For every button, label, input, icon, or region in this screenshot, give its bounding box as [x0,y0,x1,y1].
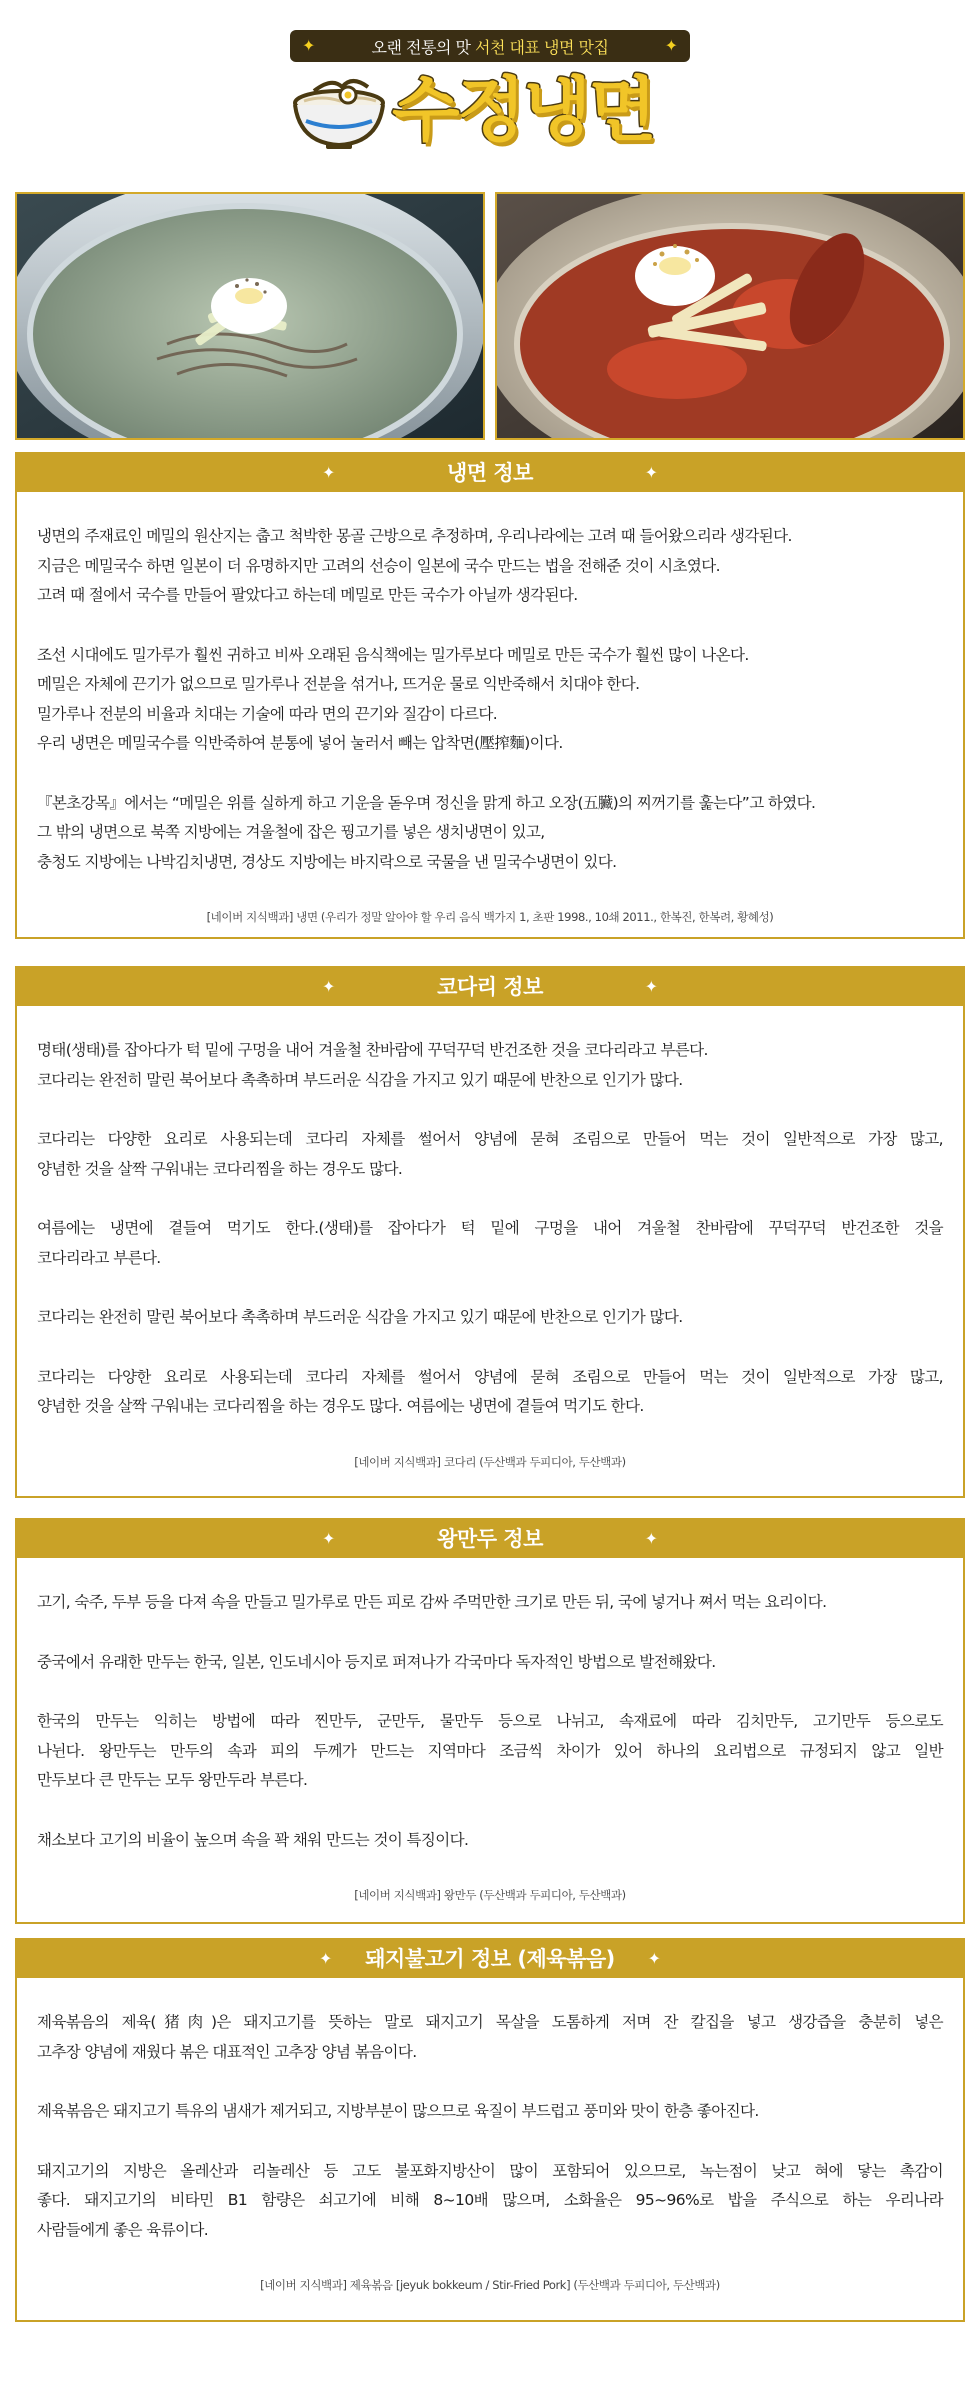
paragraph [37,2097,943,2127]
section-title: 돼지불고기 정보 (제육볶음) [365,1947,615,1971]
logo [292,60,692,160]
section-kodari [15,966,965,1498]
text-line: 메밀은 자체에 끈기가 없으므로 밀가루나 전분을 섞거나, 뜨거운 물로 익반죽해서 치대야 한다. [37,675,640,693]
section-title: 코다리 정보 [437,975,543,999]
text-line: 고추장 양념에 재웠다 볶은 대표적인 고추장 양념 볶음이다. [37,2042,417,2061]
photo-row [15,192,965,440]
text-line: 냉면의 주재료인 메밀의 원산지는 춥고 척박한 몽골 근방으로 추정하며, 우리나라에는 고려 때 들어왔으리라 생각된다. [37,527,792,545]
source-citation: [네이버 지식백과] 냉면 (우리가 정말 알아야 할 우리 음식 백가지 1, 초판 1998., 10쇄 2011., 한복진, 한복려, 황혜성) [206,910,774,924]
text-line: 고려 때 절에서 국수를 만들어 팔았다고 하는데 메밀로 만든 국수가 아닐까 생각된다. [37,586,578,604]
text-line: 충청도 지방에는 나박김치냉면, 경상도 지방에는 바지락으로 국물을 낸 밀국수냉면이 있다. [37,852,617,871]
text-line: 코다리는 다양한 요리로 사용되는데 코다리 자체를 썰어서 양념에 묻혀 조림으로 만들어 먹는 것이 일반적으로 가장 많고, [37,1130,943,1148]
section-header [17,452,963,492]
photo-bibim-naengmyeon [495,192,965,440]
source-citation: [네이버 지식백과] 제육볶음 [jeyuk bokkeum / Stir-Fried Pork] (두산백과 두피디아, 두산백과) [260,2278,720,2292]
section-header [17,1518,963,1558]
text-line: 제육볶음의 제육(猪肉)은 돼지고기를 뜻하는 말로 돼지고기 목살을 도톰하게 저며 잔 칼집을 넣고 생강즙을 충분히 넣은 [37,2013,943,2031]
photo-mul-naengmyeon [15,192,485,440]
text-line: 만두보다 큰 만두는 모두 왕만두라 부른다. [37,1771,308,1789]
sparkle-icon: ✦ [644,463,658,482]
sparkle-icon: ✦ [302,36,316,55]
paragraph [37,789,943,878]
header-subtitle: 오랜 전통의 맛 서천 대표 냉면 맛집 [371,37,609,57]
paragraph [37,1036,943,1095]
text-line: 명태(생태)를 잡아다가 턱 밑에 구멍을 내어 겨울철 찬바람에 꾸덕꾸덕 반건조한 것을 코다리라고 부른다. [37,1041,708,1059]
source-citation: [네이버 지식백과] 코다리 (두산백과 두피디아, 두산백과) [354,1454,626,1469]
paragraph [37,1588,943,1618]
paragraph [37,641,943,759]
text-line: 사람들에게 좋은 육류이다. [37,2220,209,2239]
paragraph [37,1214,943,1273]
paragraph [37,1125,943,1184]
paragraph [37,1707,943,1796]
section-wangmandu [15,1518,965,1924]
text-line: 코다리라고 부른다. [37,1248,161,1267]
text-line: 우리 냉면은 메밀국수를 익반죽하여 분통에 넣어 눌러서 빼는 압착면(壓搾麵)이다. [37,734,563,752]
text-line: 고기, 숙주, 두부 등을 다져 속을 만들고 밀가루로 만든 피로 감싸 주먹만한 크기로 만든 뒤, 국에 넣거나 쪄서 먹는 요리이다. [37,1593,827,1611]
text-line: 돼지고기의 지방은 올레산과 리놀레산 등 고도 불포화지방산이 많이 포함되어 있으므로, 녹는점이 낮고 혀에 닿는 촉감이 [37,2161,943,2180]
section-header [17,1938,963,1978]
text-line: 그 밖의 냉면으로 북쪽 지방에는 겨울철에 잡은 꿩고기를 넣은 생치냉면이 있고, [37,823,545,841]
text-line: 코다리는 완전히 말린 북어보다 촉촉하며 부드러운 식감을 가지고 있기 때문에 반찬으로 인기가 많다. [37,1070,683,1089]
text-line: 여름에는 냉면에 곁들여 먹기도 한다.(생태)를 잡아다가 턱 밑에 구멍을 내어 겨울철 찬바람에 꾸덕꾸덕 반건조한 것을 [37,1219,943,1237]
text-line: 좋다. 돼지고기의 비타민 B1 함량은 쇠고기에 비해 8~10배 많으며, 소화율은 95~96%로 밥을 주식으로 하는 우리나라 [37,2191,943,2209]
noodle-bowl-icon [292,69,386,151]
paragraph [37,2157,943,2246]
paragraph [37,2008,943,2067]
paragraph [37,1363,943,1422]
source-citation: [네이버 지식백과] 왕만두 (두산백과 두피디아, 두산백과) [354,1888,626,1902]
paragraph [37,1826,943,1856]
text-line: 한국의 만두는 익히는 방법에 따라 찐만두, 군만두, 물만두 등으로 나뉘고, 속재료에 따라 김치만두, 고기만두 등으로도 [37,1712,943,1730]
paragraph [37,1648,943,1678]
section-body [17,1558,963,1933]
section-body [17,1006,963,1499]
sparkle-icon: ✦ [664,36,678,55]
sparkle-icon: ✦ [647,1949,661,1968]
section-jeyuk [15,1938,965,2322]
logo-title: 수정냉면 [392,69,655,151]
text-line: 중국에서 유래한 만두는 한국, 일본, 인도네시아 등지로 퍼져나가 각국마다 독자적인 방법으로 발전해왔다. [37,1652,716,1671]
text-line: 제육볶음은 돼지고기 특유의 냄새가 제거되고, 지방부분이 많으므로 육질이 부드럽고 풍미와 맛이 한층 좋아진다. [37,2102,759,2120]
text-line: 『본초강목』에서는 “메밀은 위를 실하게 하고 기운을 돋우며 정신을 맑게 하고 오장(五臟)의 찌꺼기를 훑는다”고 하였다. [37,793,816,812]
text-line: 양념한 것을 살짝 구워내는 코다리찜을 하는 경우도 많다. 여름에는 냉면에 곁들여 먹기도 한다. [37,1397,644,1415]
section-body [17,1978,963,2323]
sparkle-icon: ✦ [322,463,336,482]
page-header [0,0,980,180]
text-line: 조선 시대에도 밀가루가 훨씬 귀하고 비싸 오래된 음식책에는 밀가루보다 메밀로 만든 국수가 훨씬 많이 나온다. [37,645,749,664]
sparkle-icon: ✦ [322,1529,336,1548]
sparkle-icon: ✦ [644,977,658,996]
text-line: 채소보다 고기의 비율이 높으며 속을 꽉 채워 만드는 것이 특징이다. [37,1830,469,1849]
paragraph [37,522,943,611]
section-naengmyeon [15,452,965,939]
header-banner [290,30,690,62]
section-title: 냉면 정보 [447,461,533,485]
section-header [17,966,963,1006]
text-line: 코다리는 다양한 요리로 사용되는데 코다리 자체를 썰어서 양념에 묻혀 조림으로 만들어 먹는 것이 일반적으로 가장 많고, [37,1367,943,1386]
section-body [17,492,963,955]
sparkle-icon: ✦ [644,1529,658,1548]
text-line: 지금은 메밀국수 하면 일본이 더 유명하지만 고려의 선승이 일본에 국수 만드는 법을 전해준 것이 시초였다. [37,556,720,575]
text-line: 코다리는 완전히 말린 북어보다 촉촉하며 부드러운 식감을 가지고 있기 때문에 반찬으로 인기가 많다. [37,1308,683,1326]
text-line: 나뉜다. 왕만두는 만두의 속과 피의 두께가 만드는 지역마다 조금씩 차이가 있어 하나의 요리법으로 규정되지 않고 일반 [37,1741,943,1760]
paragraph [37,1303,943,1333]
text-line: 밀가루나 전분의 비율과 치대는 기술에 따라 면의 끈기와 질감이 다르다. [37,704,498,723]
section-title: 왕만두 정보 [437,1527,543,1551]
sparkle-icon: ✦ [322,977,336,996]
sparkle-icon: ✦ [319,1949,333,1968]
text-line: 양념한 것을 살짝 구워내는 코다리찜을 하는 경우도 많다. [37,1159,403,1178]
